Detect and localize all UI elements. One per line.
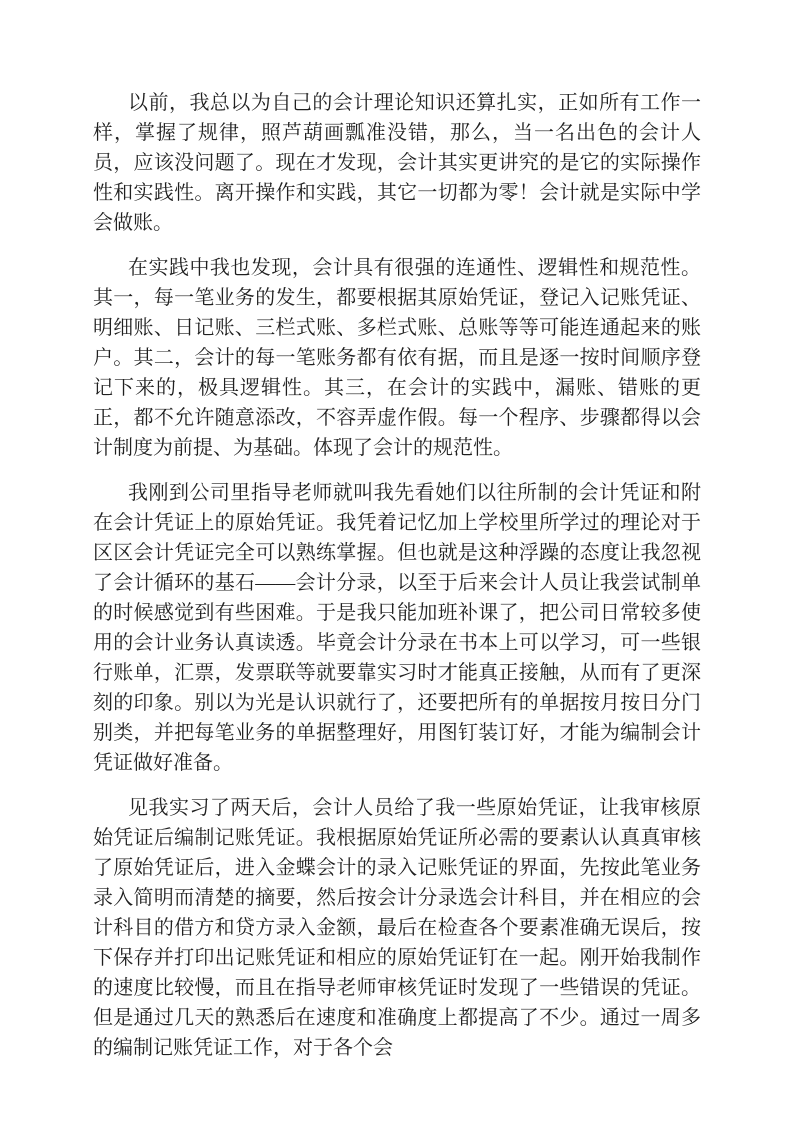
paragraph: 见我实习了两天后，会计人员给了我一些原始凭证，让我审核原始凭证后编制记账凭证。我根据原始凭证所必需的要素认认真真审核了原始凭证后，进入金蝶会计的录入记账凭证的界面，先按此笔业务录入简明而清楚的摘要，然后按会计分录选会计科目，并在相应的会计科目的借方和贷方录入金额，最后在检查各个要素准确无误后，按下保存并打印出记账凭证和相应的原始凭证钉在一起。刚开始我制作的速度比较慢，而且在指导老师审核凭证时发现了一些错误的凭证。但是通过几天的熟悉后在速度和准确度上都提高了不少。通过一周多的编制记账凭证工作，对于各个会 [93, 797, 701, 1059]
paragraph: 以前，我总以为自己的会计理论知识还算扎实，正如所有工作一样，掌握了规律，照芦葫画瓢准没错，那么，当一名出色的会计人员，应该没问题了。现在才发现，会计其实更讲究的是它的实际操作性和实践性。离开操作和实践，其它一切都为零！会计就是实际中学会做账。 [93, 92, 701, 234]
document-text-block [93, 88, 701, 1078]
paragraph: 在实践中我也发现，会计具有很强的连通性、逻辑性和规范性。其一，每一笔业务的发生，都要根据其原始凭证，登记入记账凭证、明细账、日记账、三栏式账、多栏式账、总账等等可能连通起来的账户。其二，会计的每一笔账务都有依有据，而且是逐一按时间顺序登记下来的，极具逻辑性。其三，在会计的实践中，漏账、错账的更正，都不允许随意添改，不容弄虚作假。每一个程序、步骤都得以会计制度为前提、为基础。体现了会计的规范性。 [93, 257, 701, 459]
paragraph: 我刚到公司里指导老师就叫我先看她们以往所制的会计凭证和附在会计凭证上的原始凭证。我凭着记忆加上学校里所学过的理论对于区区会计凭证完全可以熟练掌握。但也就是这种浮躁的态度让我忽视了会计循环的基石——会计分录，以至于后来会计人员让我尝试制单的时候感觉到有些困难。于是我只能加班补课了，把公司日常较多使用的会计业务认真读透。毕竟会计分录在书本上可以学习，可一些银行账单，汇票，发票联等就要靠实习时才能真正接触，从而有了更深刻的印象。别以为光是认识就行了，还要把所有的单据按月按日分门别类，并把每笔业务的单据整理好，用图钉装订好，才能为编制会计凭证做好准备。 [93, 482, 701, 774]
